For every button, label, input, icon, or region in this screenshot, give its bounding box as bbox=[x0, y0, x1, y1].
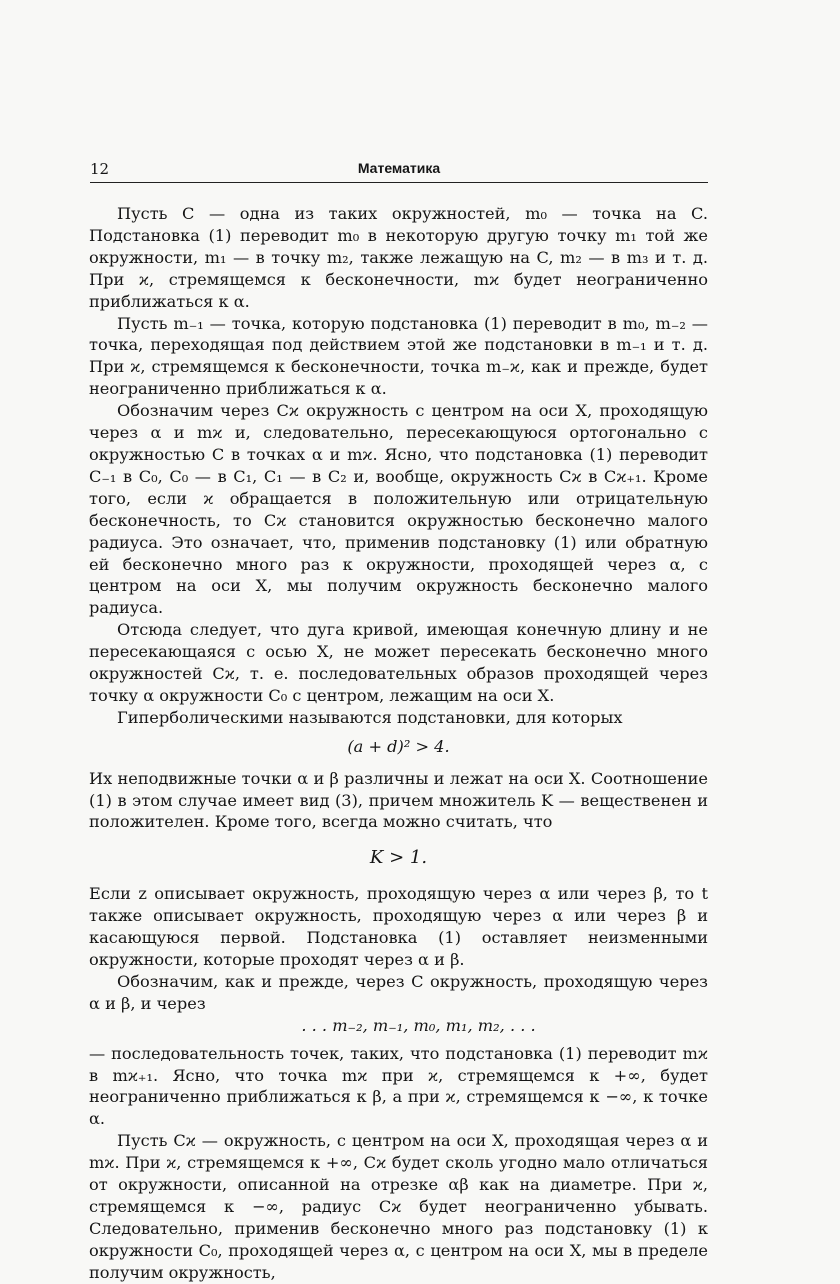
paragraph-6: Их неподвижные точки α и β различны и лежат на оси X. Соотношение (1) в этом случае имеет вид (3), причем множитель K — вещественен и положителен. Кроме того, всегда можно считать, что bbox=[89, 768, 708, 832]
running-head bbox=[90, 160, 708, 183]
paragraph-8: Обозначим, как и прежде, через C окружность, проходящую через α и β, и через bbox=[89, 971, 708, 1013]
body-text bbox=[89, 203, 708, 1284]
section-title: Математика bbox=[357, 160, 441, 176]
paragraph-5: Гиперболическими называются подстановки, для которых bbox=[117, 707, 623, 727]
formula-hyperbolic-condition: (a + d)² > 4. bbox=[347, 736, 450, 756]
paragraph-10: Пусть Cϰ — окружность, с центром на оси X, проходящая через α и mϰ. При ϰ, стремящемся к +∞, Cϰ будет сколь угодно мало отличаться от окружности, описанной на отрезке αβ как на диаметре. При ϰ, стремящемся к −∞, радиус Cϰ будет неограниченно убывать. Следовательно, применив бесконечно много раз подстановку (1) к окружности C₀, проходящей через α, с центром на оси X, мы в пределе получим окружность, bbox=[89, 1131, 708, 1282]
paragraph-4: Отсюда следует, что дуга кривой, имеющая конечную длину и не пересекающаяся с осью X, не может пересекать бесконечно много окружностей Cϰ, т. е. последовательных образов проходящей через точку α окружности C₀ с центром, лежащим на оси X. bbox=[89, 620, 708, 705]
paragraph-7: Если z описывает окружность, проходящую через α или через β, то t также описывает окружность, проходящую через α или через β и касающуюся первой. Подстановка (1) оставляет неизменными окружности, которые проходят через α и β. bbox=[89, 884, 708, 969]
formula-k-greater-one: K > 1. bbox=[369, 847, 428, 869]
paragraph-3: Обозначим через Cϰ окружность с центром на оси X, проходящую через α и mϰ и, следовательно, пересекающуюся ортогонально с окружностью C в точках α и mϰ. Ясно, что подстановка (1) переводит C₋₁ в C₀, C₀ — в C₁, C₁ — в C₂ и, вообще, окружность Cϰ в Cϰ₊₁. Кроме того, если ϰ обращается в положительную или отрицательную бесконечность, то Cϰ становится окружностью бесконечно малого радиуса. Это означает, что, применив подстановку (1) или обратную ей бесконечно много раз к окружности, проходящей через α, с центром на оси X, мы получим окружность бесконечно малого радиуса. bbox=[89, 401, 708, 618]
formula-point-sequence: . . . m₋₂, m₋₁, m₀, m₁, m₂, . . . bbox=[301, 1015, 536, 1035]
page-number: 12 bbox=[90, 160, 110, 178]
paragraph-2: Пусть m₋₁ — точка, которую подстановка (1) переводит в m₀, m₋₂ — точка, переходящая под действием этой же подстановки в m₋₁ и т. д. При ϰ, стремящемся к бесконечности, точка m₋ϰ, как и прежде, будет неограниченно приближаться к α. bbox=[89, 313, 708, 399]
paragraph-9: — последовательность точек, таких, что подстановка (1) переводит mϰ в mϰ₊₁. Ясно, что точка mϰ при ϰ, стремящемся к +∞, будет неограниченно приближаться к β, а при ϰ, стремящемся к −∞, к точке α. bbox=[89, 1043, 708, 1129]
paragraph-1: Пусть C — одна из таких окружностей, m₀ — точка на C. Подстановка (1) переводит m₀ в некоторую другую точку m₁ той же окружности, m₁ — в точку m₂, также лежащую на C, m₂ — в m₃ и т. д. При ϰ, стремящемся к бесконечности, mϰ будет неограниченно приближаться к α. bbox=[89, 204, 708, 311]
